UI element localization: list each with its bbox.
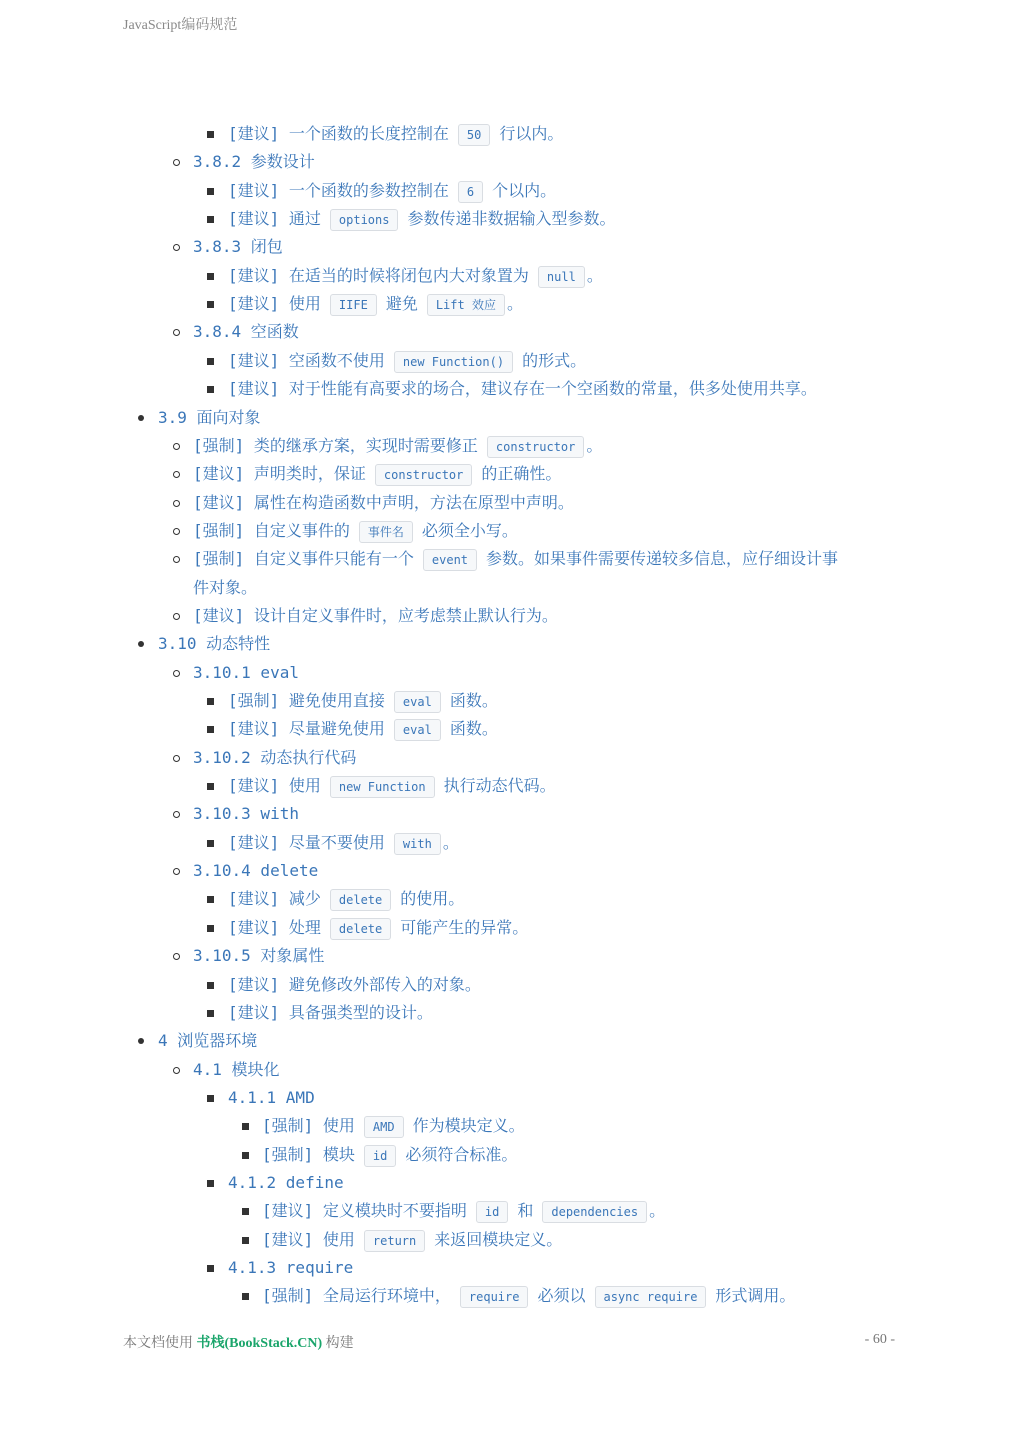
list-bullet	[173, 755, 180, 762]
inline-code: new Function()	[394, 351, 513, 373]
toc-item[interactable]	[228, 715, 498, 743]
toc-item[interactable]	[228, 914, 528, 942]
toc-item-text: 必须全小写。	[421, 521, 518, 540]
inline-code: options	[330, 209, 399, 231]
toc-item-text: 参数传递非数据输入型参数。	[407, 209, 616, 228]
toc-item[interactable]	[228, 1084, 315, 1112]
toc-item-text: [建议] 使用	[262, 1230, 355, 1249]
toc-item-text: [建议] 尽量不要使用	[228, 833, 385, 852]
toc-item-text: 参数。如果事件需要传递较多信息，应仔细设计事	[486, 549, 839, 568]
toc-item[interactable]	[193, 545, 838, 573]
inline-code: eval	[394, 691, 441, 713]
toc-item-text: 执行动态代码。	[443, 776, 556, 795]
toc-item[interactable]	[228, 885, 464, 913]
list-bullet	[173, 1067, 180, 1074]
footer-prefix: 本文档使用	[123, 1336, 193, 1351]
list-bullet	[173, 613, 180, 620]
toc-item[interactable]	[228, 829, 459, 857]
toc-item-text: 4 浏览器环境	[158, 1031, 258, 1050]
list-bullet	[173, 556, 180, 563]
toc-item-text: 。	[586, 436, 603, 455]
toc-item[interactable]	[193, 744, 356, 772]
toc-item[interactable]	[193, 489, 574, 517]
toc-item-text: 的正确性。	[481, 464, 562, 483]
toc-item-text: 避免	[385, 294, 418, 313]
inline-code: require	[460, 1286, 529, 1308]
list-bullet	[207, 783, 214, 790]
toc-item-text: [建议] 减少	[228, 889, 321, 908]
list-bullet	[207, 1265, 214, 1272]
list-bullet	[173, 329, 180, 336]
inline-code: IIFE	[330, 294, 377, 316]
toc-item-text: 必须以	[537, 1286, 586, 1305]
toc-item-text: [建议] 尽量避免使用	[228, 719, 385, 738]
toc-item[interactable]	[228, 177, 556, 205]
inline-code: with	[394, 833, 441, 855]
toc-item-text: 。	[506, 294, 523, 313]
list-bullet	[207, 188, 214, 195]
list-bullet	[207, 925, 214, 932]
inline-code: 6	[458, 181, 483, 203]
list-bullet	[242, 1208, 249, 1215]
inline-code: constructor	[375, 464, 472, 486]
inline-code: id	[476, 1201, 508, 1223]
toc-item-text: 。	[442, 833, 459, 852]
toc-item-text: [建议] 空函数不使用	[228, 351, 385, 370]
footer-suffix: 构建	[325, 1336, 354, 1351]
toc-item-text: [建议] 通过	[228, 209, 321, 228]
toc-item-text: 3.9 面向对象	[158, 408, 261, 427]
toc-item-text: 3.8.2 参数设计	[193, 152, 315, 171]
inline-code: return	[364, 1230, 425, 1252]
toc-item-text: [建议] 处理	[228, 918, 321, 937]
list-bullet	[173, 670, 180, 677]
list-bullet	[207, 726, 214, 733]
toc-item[interactable]	[193, 1056, 280, 1084]
toc-item-text: 4.1.2 define	[228, 1173, 344, 1192]
list-bullet	[173, 443, 180, 450]
toc-item[interactable]	[262, 1112, 525, 1140]
toc-item-text: 必须符合标准。	[405, 1145, 518, 1164]
toc-item[interactable]	[158, 1027, 257, 1055]
list-bullet	[138, 1038, 144, 1044]
toc-item[interactable]	[193, 318, 299, 346]
inline-code: delete	[330, 918, 391, 940]
toc-item[interactable]	[193, 517, 518, 545]
toc-item-text: 函数。	[449, 719, 498, 738]
list-bullet	[207, 216, 214, 223]
toc-item-text: 行以内。	[499, 124, 564, 143]
list-bullet	[173, 953, 180, 960]
list-bullet	[173, 868, 180, 875]
toc-item[interactable]	[228, 205, 616, 233]
list-bullet	[207, 840, 214, 847]
toc-item[interactable]	[262, 1197, 665, 1225]
toc-item-text: [建议] 避免修改外部传入的对象。	[228, 975, 481, 994]
toc-item-text: [建议] 定义模块时不要指明	[262, 1201, 467, 1220]
toc-item[interactable]	[228, 999, 433, 1027]
toc-item-text: [强制] 自定义事件只能有一个	[193, 549, 414, 568]
toc-item-text: 。	[586, 266, 603, 285]
list-bullet	[207, 131, 214, 138]
list-bullet	[242, 1293, 249, 1300]
toc-item-text: [强制] 自定义事件的	[193, 521, 350, 540]
toc-item-text: 作为模块定义。	[412, 1116, 525, 1135]
list-bullet	[173, 244, 180, 251]
footer-credit	[123, 1332, 354, 1352]
footer-brand-link[interactable]: 书栈(BookStack.CN)	[196, 1336, 323, 1351]
list-bullet	[138, 641, 144, 647]
inline-code: 事件名	[359, 521, 413, 543]
toc-item[interactable]	[262, 1226, 562, 1254]
toc-item[interactable]	[193, 659, 299, 687]
toc-item[interactable]	[228, 375, 817, 403]
list-bullet	[207, 1095, 214, 1102]
toc-item[interactable]	[228, 1254, 353, 1282]
toc-item-text: 3.10.3 with	[193, 804, 299, 823]
toc-item[interactable]	[193, 857, 318, 885]
list-bullet	[242, 1123, 249, 1130]
toc-item[interactable]	[228, 772, 556, 800]
toc-item-text: 4.1.1 AMD	[228, 1088, 315, 1107]
toc-item-text: 的使用。	[400, 889, 465, 908]
toc-item-text: 形式调用。	[715, 1286, 796, 1305]
toc-item[interactable]	[193, 800, 299, 828]
list-bullet	[207, 1180, 214, 1187]
toc-item[interactable]	[193, 432, 602, 460]
toc-item-text: [强制] 使用	[262, 1116, 355, 1135]
list-bullet	[173, 471, 180, 478]
toc-item-text: 的形式。	[522, 351, 587, 370]
list-bullet	[207, 273, 214, 280]
toc-item[interactable]	[228, 347, 586, 375]
list-bullet	[173, 528, 180, 535]
toc-item-text: 3.8.3 闭包	[193, 237, 283, 256]
toc-item[interactable]	[193, 233, 283, 261]
inline-code: eval	[394, 719, 441, 741]
list-bullet	[138, 415, 144, 421]
toc-item-text: 。	[649, 1201, 666, 1220]
toc-item-text: 4.1 模块化	[193, 1060, 280, 1079]
toc-item[interactable]	[193, 602, 558, 630]
list-bullet	[207, 358, 214, 365]
toc-item-text: [建议] 对于性能有高要求的场合，建议存在一个空函数的常量，供多处使用共享。	[228, 379, 817, 398]
toc-item[interactable]	[228, 262, 603, 290]
toc-item-text: [建议] 一个函数的长度控制在	[228, 124, 449, 143]
toc-item-text: 3.10.5 对象属性	[193, 946, 325, 965]
inline-code: async require	[595, 1286, 707, 1308]
toc-item[interactable]	[262, 1282, 795, 1310]
list-bullet	[207, 982, 214, 989]
toc-item[interactable]	[262, 1141, 517, 1169]
inline-code: 50	[458, 124, 490, 146]
toc-item-text: [建议] 在适当的时候将闭包内大对象置为	[228, 266, 529, 285]
toc-item-text: [强制] 类的继承方案，实现时需要修正	[193, 436, 478, 455]
list-bullet	[242, 1237, 249, 1244]
toc-item[interactable]	[193, 574, 257, 602]
toc-item[interactable]	[158, 404, 261, 432]
inline-code: dependencies	[542, 1201, 647, 1223]
toc-item-text: [建议] 属性在构造函数中声明，方法在原型中声明。	[193, 493, 574, 512]
toc-item-text: 3.10.4 delete	[193, 861, 319, 880]
list-bullet	[207, 698, 214, 705]
list-bullet	[242, 1152, 249, 1159]
toc-item-text: [强制] 避免使用直接	[228, 691, 385, 710]
toc-item-text: 件对象。	[193, 578, 258, 597]
toc-item-text: 来返回模块定义。	[434, 1230, 563, 1249]
list-bullet	[173, 500, 180, 507]
inline-code: constructor	[487, 436, 584, 458]
list-bullet	[173, 811, 180, 818]
toc-item-text: [建议] 一个函数的参数控制在	[228, 181, 449, 200]
list-bullet	[207, 1010, 214, 1017]
toc-item-text: 3.10.1 eval	[193, 663, 299, 682]
toc-item[interactable]	[158, 630, 270, 658]
toc-item[interactable]	[193, 942, 324, 970]
inline-code: null	[538, 266, 585, 288]
page-number: - 60 -	[864, 1332, 895, 1347]
toc-item-text: 3.10.2 动态执行代码	[193, 748, 357, 767]
toc-item-text: 3.10 动态特性	[158, 634, 271, 653]
toc-item[interactable]	[228, 1169, 344, 1197]
toc-item-text: 可能产生的异常。	[400, 918, 529, 937]
inline-code: new Function	[330, 776, 435, 798]
inline-code: delete	[330, 889, 391, 911]
toc-item-text: 和	[517, 1201, 534, 1220]
toc-item[interactable]	[228, 971, 481, 999]
inline-code: Lift 效应	[427, 294, 505, 316]
toc-item[interactable]	[228, 290, 523, 318]
toc-item-text: 4.1.3 require	[228, 1258, 354, 1277]
toc-item-text: [建议] 具备强类型的设计。	[228, 1003, 433, 1022]
page-header-title: JavaScript编码规范	[123, 18, 238, 33]
toc-item-text: [强制] 全局运行环境中，	[262, 1286, 451, 1305]
inline-code: AMD	[364, 1116, 404, 1138]
toc-item-text: [建议] 使用	[228, 294, 321, 313]
toc-item-text: 函数。	[449, 691, 498, 710]
list-bullet	[207, 896, 214, 903]
toc-item[interactable]	[193, 460, 561, 488]
toc-item-text: 个以内。	[492, 181, 557, 200]
toc-item-text: [建议] 使用	[228, 776, 321, 795]
list-bullet	[207, 301, 214, 308]
list-bullet	[207, 386, 214, 393]
list-bullet	[173, 159, 180, 166]
toc-item[interactable]	[228, 687, 498, 715]
toc-item-text: 3.8.4 空函数	[193, 322, 299, 341]
toc-item-text: [建议] 设计自定义事件时，应考虑禁止默认行为。	[193, 606, 558, 625]
inline-code: event	[423, 549, 477, 571]
toc-item-text: [建议] 声明类时，保证	[193, 464, 366, 483]
toc-item[interactable]	[228, 120, 563, 148]
toc-item-text: [强制] 模块	[262, 1145, 355, 1164]
inline-code: id	[364, 1145, 396, 1167]
toc-item[interactable]	[193, 148, 315, 176]
